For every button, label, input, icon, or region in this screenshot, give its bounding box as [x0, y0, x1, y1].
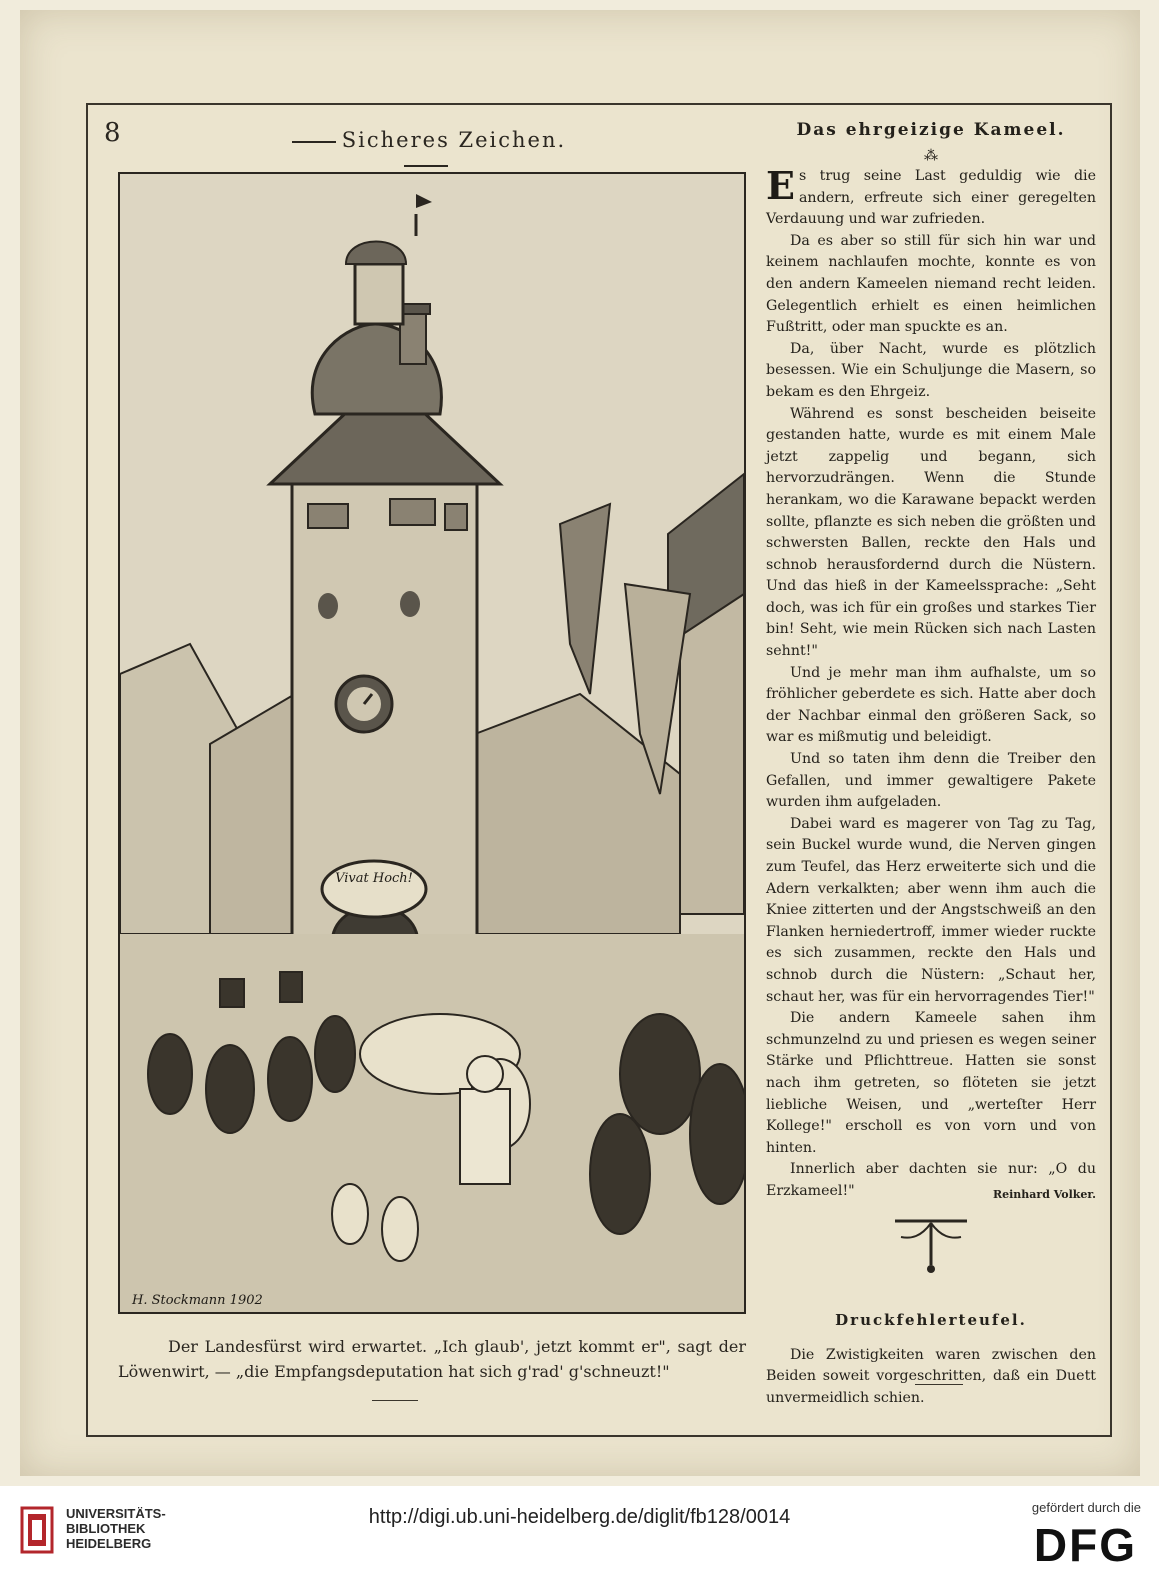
dfg-logo[interactable]: DFG: [1033, 1519, 1137, 1571]
first-paragraph-text: s trug seine Last geduldig wie die andern, erfreute sich einer geregelten Verdauung und war zufrieden.: [766, 168, 1096, 228]
viewer-footer: [0, 1486, 1159, 1582]
caption-end-rule: [372, 1400, 418, 1401]
illustration: [118, 172, 746, 1314]
drop-cap: E: [766, 163, 795, 208]
story-paragraph-first: [766, 163, 1096, 231]
library-line: HEIDELBERG: [66, 1536, 152, 1551]
text-column: [766, 120, 1096, 1409]
story-paragraph: Die andern Kameele sahen ihm schmunzelnd zu und priesen es wegen seiner Stärke und Pflichttreue. Hatten sie sonst nach ihm getreten, so flöteten sie jetzt liebliche Weisen, und „werteſter Herr Kollege!" erscholl es von vorn und von hinten.: [766, 1010, 1096, 1156]
second-story-title: Druckfehlerteufel.: [835, 1310, 1027, 1329]
story-body: [766, 163, 1096, 1203]
banner-line: Vivat Hoch!: [335, 871, 413, 886]
illustration-title: Sicheres Zeichen.: [341, 128, 567, 152]
caption-text: Der Landesfürst wird erwartet. „Ich glaub', jetzt kommt er", sagt der Löwenwirt, — „die Empfangsdeputation hat sich g'rad' g'schneuzt!": [118, 1337, 746, 1381]
illustration-header: [270, 128, 582, 176]
ornament-large-icon: [891, 1215, 971, 1277]
last-paragraph-text: Innerlich aber dachten sie nur: „O du Erzkameel!": [766, 1161, 1096, 1199]
second-story-text: Die Zwistigkeiten waren zwischen den Beiden soweit vorgeschritten, daß ein Duett unvermeidlich schien.: [766, 1346, 1096, 1406]
header-rule-right: [404, 165, 448, 167]
library-line: BIBLIOTHEK: [66, 1521, 146, 1536]
illustration-caption: [118, 1334, 746, 1384]
permalink[interactable]: http://digi.ub.uni-heidelberg.de/diglit/fb128/0014: [368, 1506, 791, 1528]
story-paragraph: Und so taten ihm denn die Treiber den Gefallen, und immer gewaltigere Pakete wurden ihm aufgeladen.: [766, 751, 1096, 811]
funded-by-label: gefördert durch die: [1031, 1500, 1141, 1515]
story-paragraph: Da es aber so still für sich hin war und keinem nachlaufen mochte, konnte es von den andern Kameelen niemand recht leiden. Gelegentlich erhielt es einen heimlichen Fußtritt, oder man spuckte es an.: [766, 232, 1096, 336]
header-rule-left: [292, 141, 336, 143]
second-story-body: [766, 1345, 1096, 1410]
story-paragraph: Während es sonst bescheiden beiseite gestanden hatte, wurde es mit einem Male jetzt zappelig und begann, sich hervorzudrängen. Wenn die Stunde herankam, wo die Karawane bepackt werden sollte, pflanzte es sich neben die größten und schwersten Ballen, reckte den Hals und schnob herausfordernd durch die Nüstern. Und das hieß in der Kameelssprache: „Seht doch, was ich für ein großes und starkes Tier bin! Seht, wie mein Rücken sich nach Lasten sehnt!": [766, 405, 1096, 660]
story-title: Das ehrgeizige Kameel.: [796, 120, 1066, 140]
town-gate-drawing: [120, 174, 744, 1312]
page-number: 8: [104, 118, 121, 148]
library-line: UNIVERSITÄTS-: [66, 1506, 166, 1521]
column-end-rule: [915, 1384, 963, 1385]
illustration-signature: H. Stockmann 1902: [132, 1293, 263, 1308]
story-paragraph: Da, über Nacht, wurde es plötzlich besessen. Wie ein Schuljunge die Masern, so bekam es den Ehrgeiz.: [766, 340, 1096, 400]
story-paragraph-last: [766, 1159, 1096, 1202]
author: Reinhard Volker.: [992, 1187, 1096, 1201]
story-paragraph: Dabei ward es magerer von Tag zu Tag, sein Buckel wurde wund, die Nerven gingen zum Teufel, das Herz erweiterte sich und die Adern verkalkten; aber wenn ihm auch die Kniee zitterten und der Angstschweiß an den Flanken herniedertroff, immer wieder ruckte es sich zusammen, reckte den Hals und schnob durch die Nüstern: „Schaut her, schaut her, was für ein hervorragendes Tier!": [766, 815, 1096, 1005]
ornament-small-icon: ⁂: [924, 148, 938, 164]
story-paragraph: Und je mehr man ihm aufhalste, um so fröhlicher geberdete es sich. Hatte aber doch der Nachbar einmal den größeren Sack, so war es mißmutig und beleidigt.: [766, 664, 1096, 746]
